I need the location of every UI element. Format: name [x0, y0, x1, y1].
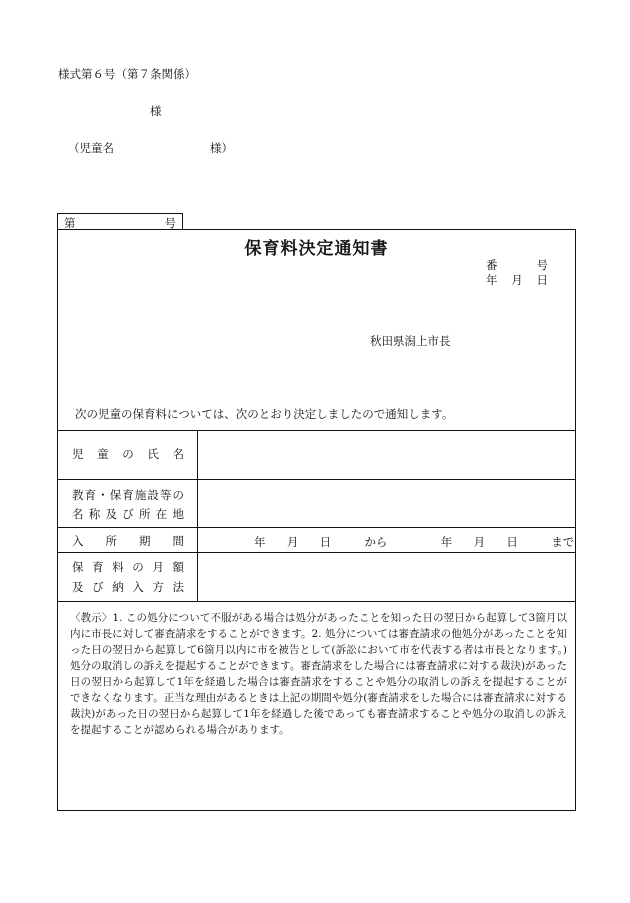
addressee-honorific: 様 — [150, 104, 162, 118]
start-month: 月 — [286, 535, 299, 549]
start-day: 日 — [319, 535, 332, 549]
facility-label-line1: 教 育 ・ 保 育 施 設 等 の — [72, 488, 184, 502]
issuer: 秋田県潟上市長 — [370, 334, 451, 348]
fee-row — [58, 552, 575, 601]
document-title: 保育料決定通知書 — [244, 239, 389, 259]
child-name-prefix: （児童名 — [68, 141, 114, 155]
ref-number-char: 番 — [486, 258, 498, 272]
reference-date — [486, 272, 548, 288]
notice-form — [57, 229, 576, 811]
end-day: 日 — [506, 535, 518, 549]
number-tab-prefix: 第 — [64, 216, 76, 230]
end-year: 年 — [440, 535, 453, 549]
child-name-label-text: 児 童 の 氏 名 — [72, 447, 184, 461]
until-text: まで — [551, 535, 575, 549]
remarks-text: 〈教示〉1. この処分について不服がある場合は処分があったことを知った日の翌日から起算して3箇月以内に市長に対して審査請求をすることができます。2. 処分については審査請求の他処分があったことを知った日の翌日から起算して6箇月以内に市を被告として(訴訟において市を代表する者は市長となります。)処分の取消しの訴えを提起することができます。審査請求をした場合には審査請求に対する裁決)があった日の翌日から起算して1年を経過した場合は審査請求をすることや処分の取消しの訴えを提起することができなくなります。正当な理由があるときは上記の期間や処分(審査請求をした場合には審査請求に対する裁決)があった日の翌日から起算して1年を経過した後であっても審査請求することや処分の取消しの訴えを提起することが認められる場合があります。 — [70, 612, 567, 736]
child-name-line — [68, 140, 233, 156]
number-tab — [57, 213, 183, 229]
period-row — [58, 527, 575, 552]
fee-label — [58, 553, 198, 601]
notice-text: 次の児童の保育料については、次のとおり決定しましたので通知します。 — [75, 407, 454, 421]
period-value — [254, 534, 574, 550]
remarks-row — [58, 601, 575, 810]
ref-date-char: 日 — [536, 273, 548, 287]
reference-number — [486, 257, 548, 273]
facility-label-line2: 名 称 及 び 所 在 地 — [72, 507, 184, 521]
fee-label-line1: 保 育 料 の 月 額 — [72, 560, 184, 574]
facility-row — [58, 479, 575, 527]
child-name-suffix: 様） — [210, 141, 233, 155]
ref-date-char: 月 — [511, 273, 523, 287]
ref-date-char: 年 — [486, 273, 498, 287]
from-text: から — [364, 535, 388, 549]
period-label — [58, 528, 198, 552]
ref-number-char: 号 — [536, 258, 548, 272]
period-label-text: 入 所 期 間 — [72, 534, 184, 548]
child-name-label — [58, 431, 198, 479]
facility-label — [58, 480, 198, 527]
fee-label-line2: 及 び 納 入 方 法 — [72, 580, 184, 594]
number-tab-suffix: 号 — [164, 216, 176, 230]
child-name-row — [58, 430, 575, 479]
end-month: 月 — [473, 535, 486, 549]
start-year: 年 — [254, 535, 266, 549]
form-number: 様式第６号（第７条関係） — [58, 67, 196, 81]
